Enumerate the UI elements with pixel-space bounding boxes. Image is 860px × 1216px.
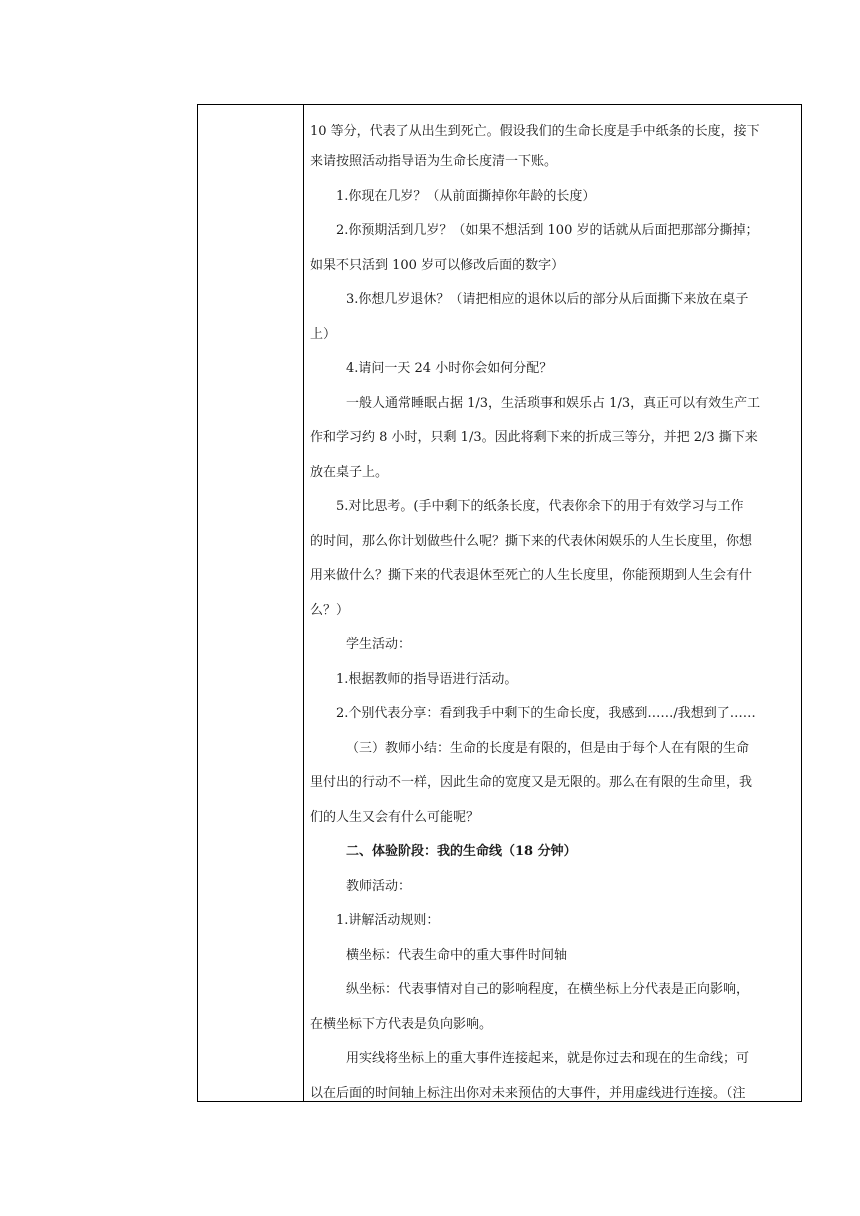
- text-line: 2.个别代表分享：看到我手中剩下的生命长度，我感到……/我想到了……: [336, 706, 756, 721]
- text-line: 用来做什么？撕下来的代表退休至死亡的人生长度里，你能预期到人生会有什: [310, 568, 753, 583]
- text-line: 1.你现在几岁？（从前面撕掉你年龄的长度）: [336, 188, 596, 204]
- table-content-cell: [304, 105, 801, 1101]
- text-line: 上）: [310, 326, 337, 342]
- text-line: 4.请问一天 24 小时你会如何分配？: [346, 361, 553, 376]
- text-line: 1.讲解活动规则：: [336, 913, 440, 928]
- table-left-cell: [198, 105, 304, 1101]
- text-line: 一般人通常睡眠占据 1/3，生活琐事和娱乐占 1/3，真正可以有效生产工: [346, 395, 761, 411]
- lesson-table: [197, 104, 802, 1102]
- text-line: 以在后面的时间轴上标注出你对未来预估的大事件，并用虚线进行连接。（注: [310, 1085, 746, 1101]
- text-line: 作和学习约 8 小时，只剩 1/3。因此将剩下来的折成三等分，并把 2/3 撕下来: [310, 430, 758, 445]
- section-heading: 二、体验阶段：我的生命线（18 分钟）: [346, 844, 577, 859]
- text-line: 2.你预期活到几岁？（如果不想活到 100 岁的话就从后面把那部分撕掉；: [336, 223, 759, 238]
- text-line: 里付出的行动不一样，因此生命的宽度又是无限的。那么在有限的生命里，我: [310, 775, 753, 790]
- text-line: 3.你想几岁退休？（请把相应的退休以后的部分从后面撕下来放在桌子: [346, 292, 749, 307]
- text-line: 教师活动：: [346, 878, 412, 894]
- text-line: 来请按照活动指导语为生命长度清一下账。: [310, 154, 558, 169]
- text-line: （三）教师小结：生命的长度是有限的，但是由于每个人在有限的生命: [346, 740, 750, 756]
- text-line: 如果不只活到 100 岁可以修改后面的数字）: [310, 257, 565, 273]
- text-line: 在横坐标下方代表是负向影响。: [310, 1016, 493, 1032]
- text-line: 么？）: [310, 602, 350, 618]
- text-line: 们的人生又会有什么可能呢？: [310, 809, 480, 825]
- text-line: 横坐标：代表生命中的重大事件时间轴: [346, 947, 568, 963]
- text-line: 纵坐标：代表事情对自己的影响程度，在横坐标上分代表是正向影响，: [346, 982, 750, 997]
- text-line: 的时间，那么你计划做些什么呢？撕下来的代表休闲娱乐的人生长度里，你想: [310, 533, 753, 549]
- text-line: 1.根据教师的指导语进行活动。: [336, 671, 518, 687]
- text-line: 放在桌子上。: [310, 464, 389, 480]
- text-line: 学生活动：: [346, 637, 412, 652]
- text-line: 10 等分，代表了从出生到死亡。假设我们的生命长度是手中纸条的长度，接下: [310, 124, 760, 139]
- text-line: 用实线将坐标上的重大事件连接起来，就是你过去和现在的生命线；可: [346, 1051, 750, 1066]
- text-line: 5.对比思考。(手中剩下的纸条长度，代表你余下的用于有效学习与工作: [336, 499, 744, 514]
